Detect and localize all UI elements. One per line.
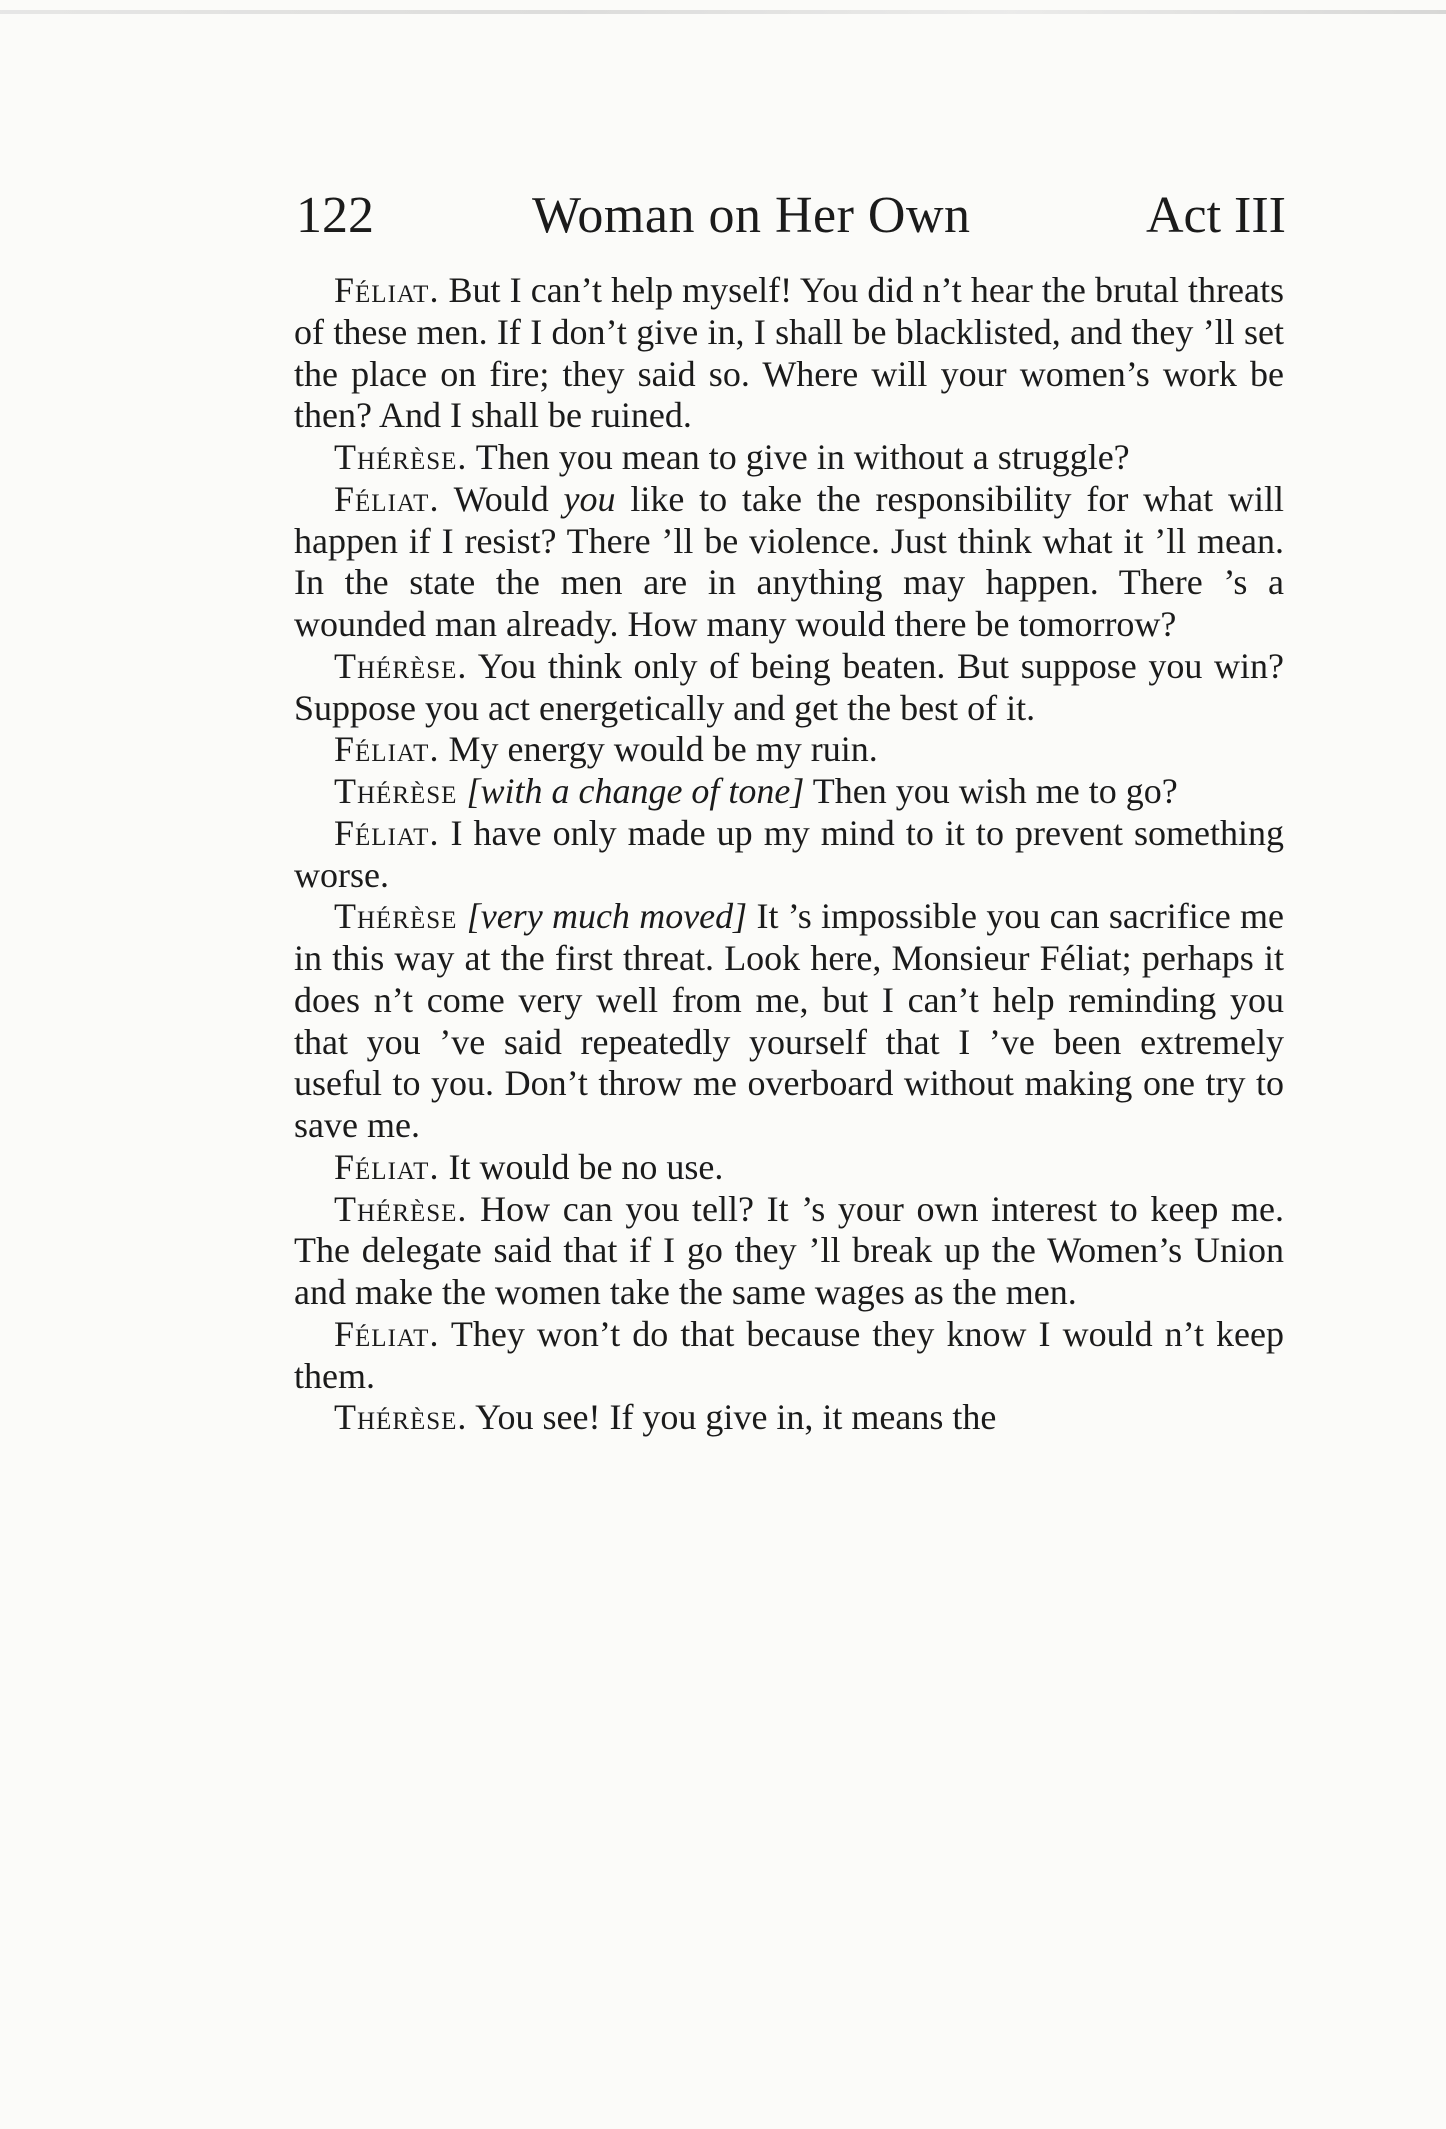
speech-text: Then you wish me to go? bbox=[812, 771, 1178, 811]
speech-text: It would be no use. bbox=[448, 1146, 724, 1187]
dialogue-paragraph bbox=[294, 437, 1284, 479]
page-number: 122 bbox=[296, 187, 374, 244]
dialogue-paragraph bbox=[294, 1189, 1284, 1314]
speech-text: You see! If you give in, it means the bbox=[475, 1397, 997, 1438]
running-title: Woman on Her Own bbox=[532, 187, 971, 244]
dialogue-paragraph bbox=[294, 1397, 1284, 1439]
stage-direction: [with a change of tone] bbox=[466, 771, 805, 811]
speaker-name: Thérèse. bbox=[334, 1397, 468, 1438]
act-label: Act III bbox=[1145, 187, 1286, 244]
speech-text: like to take the responsibility for what will happen if I resist? There ’ll be violence. Just think what it ’ll mean. In the state the men are in anything may happen. There ’s a wounded man already. How many would there be tomorrow? bbox=[294, 478, 1284, 644]
speaker-name: Thérèse. bbox=[334, 1188, 468, 1229]
speech-text: Would bbox=[453, 478, 564, 519]
speaker-name: Féliat. bbox=[334, 1313, 440, 1354]
speaker-name: Féliat. bbox=[334, 729, 440, 770]
stage-direction: [very much moved] bbox=[466, 896, 748, 937]
speech-text: It ’s impossible you can sacrifice me in this way at the first threat. Look here, Monsieur Féliat; perhaps it does n’t come very well from me, but I can’t help reminding you that you ’ve said repeatedly yourself that I ’ve been extremely useful to you. Don’t throw me overboard without making one try to save me. bbox=[294, 896, 1284, 1145]
speech-text: My energy would be my ruin. bbox=[448, 729, 878, 770]
speech-text: You think only of being beaten. But suppose you win? Suppose you act energetically and get the best of it. bbox=[294, 645, 1284, 728]
speaker-name: Féliat. bbox=[334, 812, 440, 853]
speaker-name: Thérèse. bbox=[334, 437, 468, 477]
speaker-name: Féliat. bbox=[334, 270, 440, 310]
page-header bbox=[296, 184, 1286, 248]
scan-edge-line bbox=[0, 10, 1446, 14]
speech-text: Then you mean to give in without a struggle? bbox=[475, 437, 1130, 477]
speech-text: But I can’t help myself! You did n’t hear the brutal threats of these men. If I don’t give in, I shall be blacklisted, and they ’ll set the place on fire; they said so. Where will your women’s work be then? And I shall be ruined. bbox=[294, 270, 1284, 436]
dialogue-paragraph bbox=[294, 729, 1284, 771]
speaker-name: Thérèse. bbox=[334, 645, 468, 686]
speaker-name: Féliat. bbox=[334, 1146, 440, 1187]
emphasized-word: you bbox=[563, 478, 616, 519]
dialogue-paragraph bbox=[294, 1314, 1284, 1398]
dialogue-paragraph bbox=[294, 646, 1284, 730]
dialogue-text bbox=[294, 270, 1284, 1439]
speaker-name: Thérèse bbox=[334, 771, 458, 811]
speech-text: I have only made up my mind to it to prevent something worse. bbox=[294, 812, 1284, 895]
dialogue-paragraph bbox=[294, 1147, 1284, 1189]
dialogue-paragraph bbox=[294, 479, 1284, 646]
dialogue-paragraph bbox=[294, 813, 1284, 897]
dialogue-paragraph bbox=[294, 270, 1284, 437]
speaker-name: Féliat. bbox=[334, 478, 440, 519]
speech-text: They won’t do that because they know I would n’t keep them. bbox=[294, 1313, 1284, 1396]
speaker-name: Thérèse bbox=[334, 896, 458, 937]
speech-text: How can you tell? It ’s your own interest to keep me. The delegate said that if I go they ’ll break up the Women’s Union and make the women take the same wages as the men. bbox=[294, 1188, 1285, 1312]
dialogue-paragraph bbox=[294, 771, 1284, 813]
dialogue-paragraph bbox=[294, 896, 1284, 1147]
